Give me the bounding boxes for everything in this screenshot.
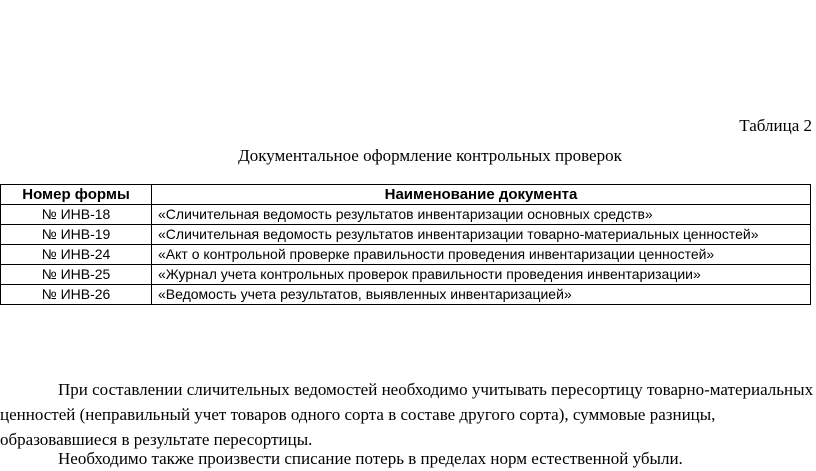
- table-header-row: [1, 185, 811, 205]
- form-number-cell: № ИНВ-18: [1, 205, 152, 225]
- table-row: [1, 245, 811, 265]
- document-name-cell: «Журнал учета контрольных проверок правильности проведения инвентаризации»: [152, 265, 811, 285]
- document-name-cell: «Сличительная ведомость результатов инвентаризации основных средств»: [152, 205, 811, 225]
- form-number-cell: № ИНВ-19: [1, 225, 152, 245]
- table-row: [1, 285, 811, 305]
- table-caption: Таблица 2: [739, 116, 812, 135]
- document-name-cell: «Ведомость учета результатов, выявленных инвентаризацией»: [152, 285, 811, 305]
- body-paragraph: Необходимо также произвести списание потерь в пределах норм естественной убыли.: [58, 449, 683, 468]
- document-forms-table: [0, 184, 811, 305]
- header-document-name: Наименование документа: [152, 185, 811, 205]
- form-number-cell: № ИНВ-24: [1, 245, 152, 265]
- document-name-cell: «Сличительная ведомость результатов инвентаризации товарно-материальных ценностей»: [152, 225, 811, 245]
- body-paragraph: При составлении сличительных ведомостей необходимо учитывать пересортицу товарно-материальных ценностей (неправильный учет товаров одного сорта в составе другого сорта), суммовые разницы, образовавшиеся в результате пересортицы.: [0, 380, 814, 449]
- table-title: Документальное оформление контрольных проверок: [238, 146, 622, 165]
- table-row: [1, 225, 811, 245]
- document-name-cell: «Акт о контрольной проверке правильности проведения инвентаризации ценностей»: [152, 245, 811, 265]
- form-number-cell: № ИНВ-25: [1, 265, 152, 285]
- table-row: [1, 265, 811, 285]
- table-row: [1, 205, 811, 225]
- form-number-cell: № ИНВ-26: [1, 285, 152, 305]
- header-form-number: Номер формы: [1, 185, 152, 205]
